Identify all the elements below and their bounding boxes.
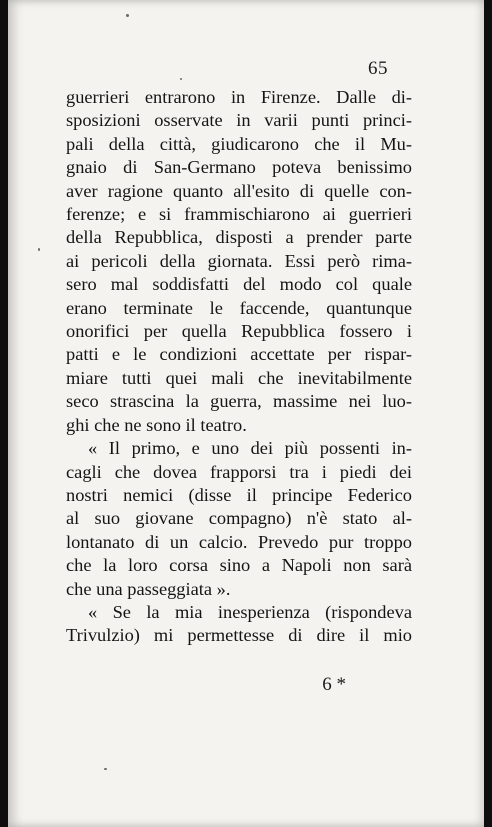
text-line: onorifici per quella Repubblica fossero i — [66, 321, 412, 342]
paper-speck — [104, 768, 107, 770]
signature-mark: 6 * — [322, 674, 346, 695]
text-line: patti e le condizioni accettate per rispar- — [66, 344, 412, 365]
text-line: che una passeggiata ». — [66, 578, 231, 599]
text-line: pali della città, giudicarono che il Mu- — [66, 133, 412, 154]
text-line: erano terminate le faccende, quantunque — [66, 297, 412, 318]
page-number: 65 — [368, 58, 388, 79]
text-line: ai pericoli della giornata. Essi però rima- — [66, 250, 412, 271]
text-line: della Repubblica, disposti a prender parte — [66, 227, 412, 248]
text-line: sposizioni osservate in varii punti princi- — [66, 110, 412, 131]
text-line: che la loro corsa sino a Napoli non sarà — [66, 555, 412, 576]
text-line: cagli che dovea frapporsi tra i piedi dei — [66, 461, 412, 482]
text-line: aver ragione quanto all'esito di quelle con- — [66, 180, 412, 201]
text-line: lontanato di un calcio. Prevedo pur troppo — [66, 531, 412, 552]
text-line: sero mal soddisfatti del modo col quale — [66, 274, 412, 295]
body-text — [66, 86, 412, 648]
paper-speck — [38, 248, 40, 251]
book-page — [8, 0, 484, 827]
text-line: gnaio di San-Germano poteva benissimo — [66, 157, 412, 178]
text-line: « Se la mia inesperienza (rispondeva — [88, 601, 412, 622]
text-line: ghi che ne sono il teatro. — [66, 414, 247, 435]
text-line: ferenze; e si frammischiarono ai guerrieri — [66, 204, 412, 225]
text-line: seco strascina la guerra, massime nei luo- — [66, 391, 412, 412]
text-line: miare tutti quei mali che inevitabilmente — [66, 367, 412, 388]
text-line: Trivulzio) mi permettesse di dire il mio — [66, 625, 412, 646]
text-line: guerrieri entrarono in Firenze. Dalle di- — [66, 87, 412, 107]
paper-speck — [126, 14, 129, 17]
text-line: « Il primo, e uno dei più possenti in- — [88, 438, 412, 459]
text-line: nostri nemici (disse il principe Federico — [66, 484, 412, 505]
text-line: al suo giovane compagno) n'è stato al- — [66, 508, 412, 529]
paper-speck — [180, 78, 182, 80]
